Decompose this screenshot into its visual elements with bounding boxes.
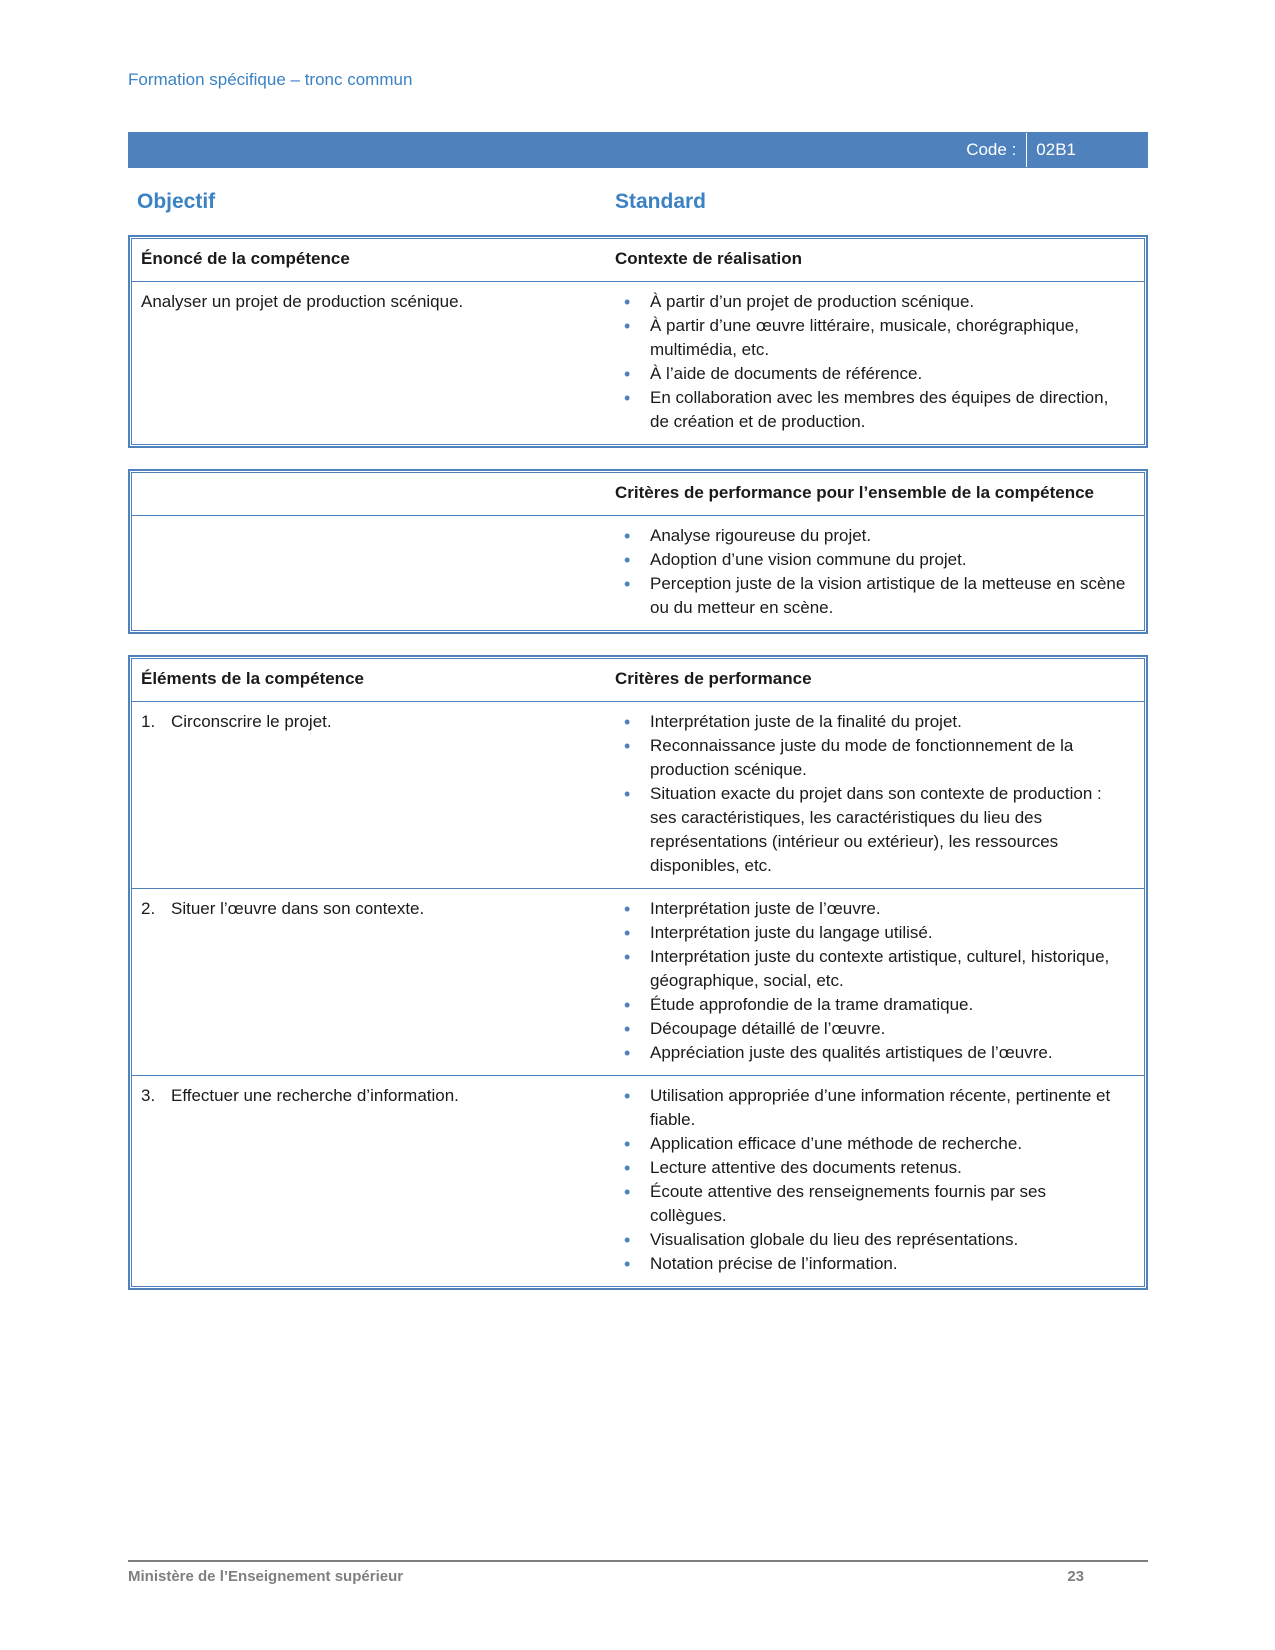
criteres-ensemble-bullet-list [615,524,1126,620]
elements-header-cell [132,659,615,701]
empty-header-cell [132,473,615,515]
element-number: 2. [141,899,156,918]
code-label: Code : [966,140,1017,159]
element-text: Circonscrire le projet. [171,712,332,731]
competency-cell [132,282,615,444]
bullet-item: • À l’aide de documents de référence. [615,362,1126,386]
bullet-item: • Visualisation globale du lieu des représentations. [615,1228,1126,1252]
element-number: 3. [141,1086,156,1105]
bullet-item: • Interprétation juste du langage utilisé. [615,921,1126,945]
criteres-cell [615,1076,1144,1286]
bullet-item: • Analyse rigoureuse du projet. [615,524,1126,548]
criteres-ensemble-bullets-cell [615,516,1144,630]
criteres-bullet-list [615,1084,1126,1276]
bullet-item: • Étude approfondie de la trame dramatique. [615,993,1126,1017]
element-cell [132,889,615,1075]
contexte-header-cell [615,239,1144,281]
page-content [128,0,1148,1290]
bullet-item: • À partir d’une œuvre littéraire, musicale, chorégraphique, multimédia, etc. [615,314,1126,362]
bullet-item: • Adoption d’une vision commune du projet. [615,548,1126,572]
bullet-item: • Reconnaissance juste du mode de fonctionnement de la production scénique. [615,734,1126,782]
element-cell [132,702,615,888]
code-separator [1026,133,1027,167]
bullet-item: • Découpage détaillé de l’œuvre. [615,1017,1126,1041]
column-headings [128,190,1148,214]
element-row-3 [132,1075,1144,1286]
table-header-row [132,239,1144,281]
criteres-cell [615,889,1144,1075]
element-text: Effectuer une recherche d’information. [171,1086,459,1105]
bullet-item: • Utilisation appropriée d’une information récente, pertinente et fiable. [615,1084,1126,1132]
criteres-ensemble-header-cell [615,473,1144,515]
criteres-bullet-list [615,710,1126,878]
page-number: 23 [1067,1568,1084,1585]
bullet-item: • Appréciation juste des qualités artistiques de l’œuvre. [615,1041,1126,1065]
enonce-header-cell [132,239,615,281]
enonce-header: Énoncé de la compétence [141,249,350,268]
table-enonce-contexte [128,235,1148,448]
bullet-item: • Application efficace d’une méthode de recherche. [615,1132,1126,1156]
table-elements-criteres-inner [131,658,1145,1287]
criteres-header: Critères de performance [615,669,812,688]
footer-ministry: Ministère de l’Enseignement supérieur [128,1568,404,1585]
standard-heading: Standard [615,190,707,213]
table-criteres-ensemble [128,469,1148,634]
element-row-2 [132,888,1144,1075]
bullet-item: • Écoute attentive des renseignements fournis par ses collègues. [615,1180,1126,1228]
table-body-row [132,515,1144,630]
bullet-item: • En collaboration avec les membres des équipes de direction, de création et de production. [615,386,1126,434]
bullet-item: • Interprétation juste du contexte artistique, culturel, historique, géographique, social, etc. [615,945,1126,993]
page-footer [128,1560,1148,1585]
criteres-cell [615,702,1144,888]
table-criteres-ensemble-inner [131,472,1145,631]
table-elements-criteres [128,655,1148,1290]
bullet-item: • Situation exacte du projet dans son contexte de production : ses caractéristiques, les caractéristiques du lieu des représentations (intérieur ou extérieur), les ressources disponibles, etc. [615,782,1126,878]
code-bar [128,132,1148,168]
bullet-item: • Notation précise de l’information. [615,1252,1126,1276]
criteres-bullet-list [615,897,1126,1065]
section-header: Formation spécifique – tronc commun [128,70,413,89]
code-value: 02B1 [1036,140,1076,159]
contexte-bullets-cell [615,282,1144,444]
element-text: Situer l’œuvre dans son contexte. [171,899,425,918]
table-header-row [132,659,1144,701]
criteres-ensemble-header: Critères de performance pour l’ensemble de la compétence [615,483,1094,502]
table-header-row [132,473,1144,515]
objectif-heading: Objectif [137,190,216,213]
competency-text: Analyser un projet de production scénique. [141,292,464,311]
contexte-bullet-list [615,290,1126,434]
bullet-item: • Interprétation juste de l’œuvre. [615,897,1126,921]
criteres-header-cell [615,659,1144,701]
contexte-header: Contexte de réalisation [615,249,803,268]
element-cell [132,1076,615,1286]
bullet-item: • Perception juste de la vision artistique de la metteuse en scène ou du metteur en scène. [615,572,1126,620]
bullet-item: • À partir d’un projet de production scénique. [615,290,1126,314]
element-row-1 [132,701,1144,888]
table-body-row [132,281,1144,444]
empty-body-cell [132,516,615,630]
elements-header: Éléments de la compétence [141,669,364,688]
table-enonce-contexte-inner [131,238,1145,445]
bullet-item: • Lecture attentive des documents retenus. [615,1156,1126,1180]
bullet-item: • Interprétation juste de la finalité du projet. [615,710,1126,734]
element-number: 1. [141,712,156,731]
